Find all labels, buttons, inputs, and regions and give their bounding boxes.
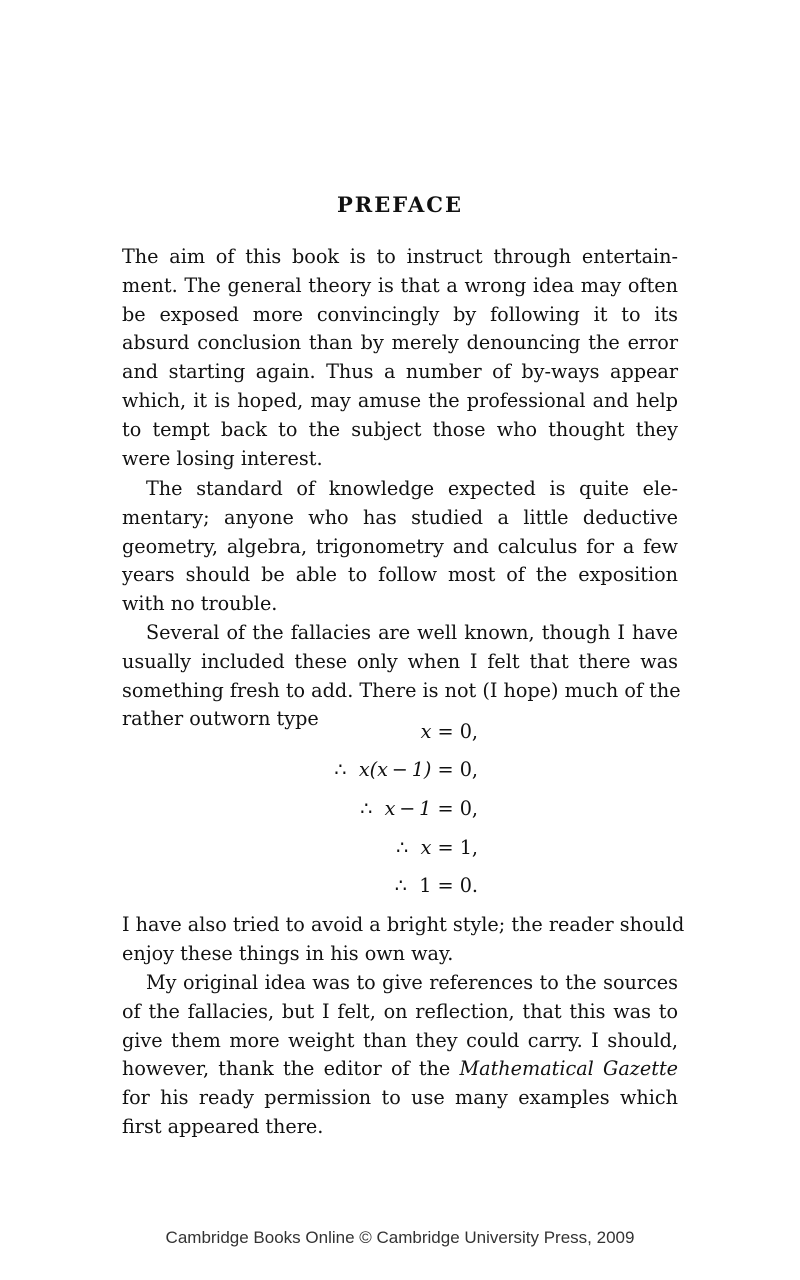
page-title: PREFACE [337,192,463,217]
equation-line [395,874,478,897]
journal-title: Mathematical Gazette [459,1057,679,1081]
text-line: mentary; anyone who has studied a little deductive [122,505,678,529]
text-line: usually included these only when I felt that there was [122,649,678,673]
text-line: something fresh to add. There is not (I hope) much of the [122,678,681,702]
text-line: rather outworn type [122,707,319,731]
paragraph-4 [122,911,685,969]
paragraph-3 [122,619,681,734]
equation-rhs: = 0. [437,874,478,897]
text-line: first appeared there. [122,1114,324,1138]
text-line: The standard of knowledge expected is quite ele- [146,477,678,500]
text-line: geometry, algebra, trigonometry and calculus for a few [122,534,678,558]
paragraph-5 [122,969,678,1142]
equation-rhs: = 0, [437,720,478,743]
text-line: absurd conclusion than by merely denouncing the error [122,331,678,355]
text-line: for his ready permission to use many examples which [122,1086,678,1110]
text-line: were losing interest. [122,446,323,470]
paragraph-1 [122,243,678,473]
text-line: and starting again. Thus a number of by-ways appear [122,360,678,384]
equation-line [421,720,478,743]
text-line [122,1055,678,1084]
text-line: enjoy these things in his own way. [122,941,454,965]
therefore-symbol: ∴ [394,874,407,897]
text-line: to tempt back to the subject those who thought they [122,417,678,441]
equation-rhs: = 1, [437,836,478,859]
equation-rhs: = 0, [437,797,478,820]
text-line: Several of the fallacies are well known, though I have [146,621,678,644]
text-line: which, it is hoped, may amuse the professional and help [122,388,678,412]
equation-line [396,836,478,859]
text-line: with no trouble. [122,592,278,616]
text-line: of the fallacies, but I felt, on reflection, that this was to [122,999,678,1023]
therefore-symbol: ∴ [396,836,409,859]
equation-line [360,797,478,820]
equation-line [334,758,478,781]
equation-rhs: = 0, [437,758,478,781]
text-line: The aim of this book is to instruct through entertain- [122,245,678,268]
equation-lhs: x [420,836,432,859]
text-line: be exposed more convincingly by following it to its [122,302,678,326]
paragraph-2 [122,475,678,619]
text-line: years should be able to follow most of the exposition [122,563,678,587]
text-line: My original idea was to give references to the sources [146,971,678,994]
equation-lhs: x(x − 1) [358,758,432,781]
equation-lhs: x − 1 [384,797,432,820]
therefore-symbol: ∴ [334,758,347,781]
text-segment: however, thank the editor of the [122,1057,460,1081]
equation-lhs: 1 [419,874,432,897]
copyright-footer: Cambridge Books Online © Cambridge University Press, 2009 [165,1228,635,1247]
text-line: I have also tried to avoid a bright style; the reader should [122,913,685,936]
equation-lhs: x [420,720,432,743]
text-line: give them more weight than they could carry. I should, [122,1028,678,1052]
therefore-symbol: ∴ [360,797,373,820]
text-line: ment. The general theory is that a wrong idea may often [122,273,678,297]
